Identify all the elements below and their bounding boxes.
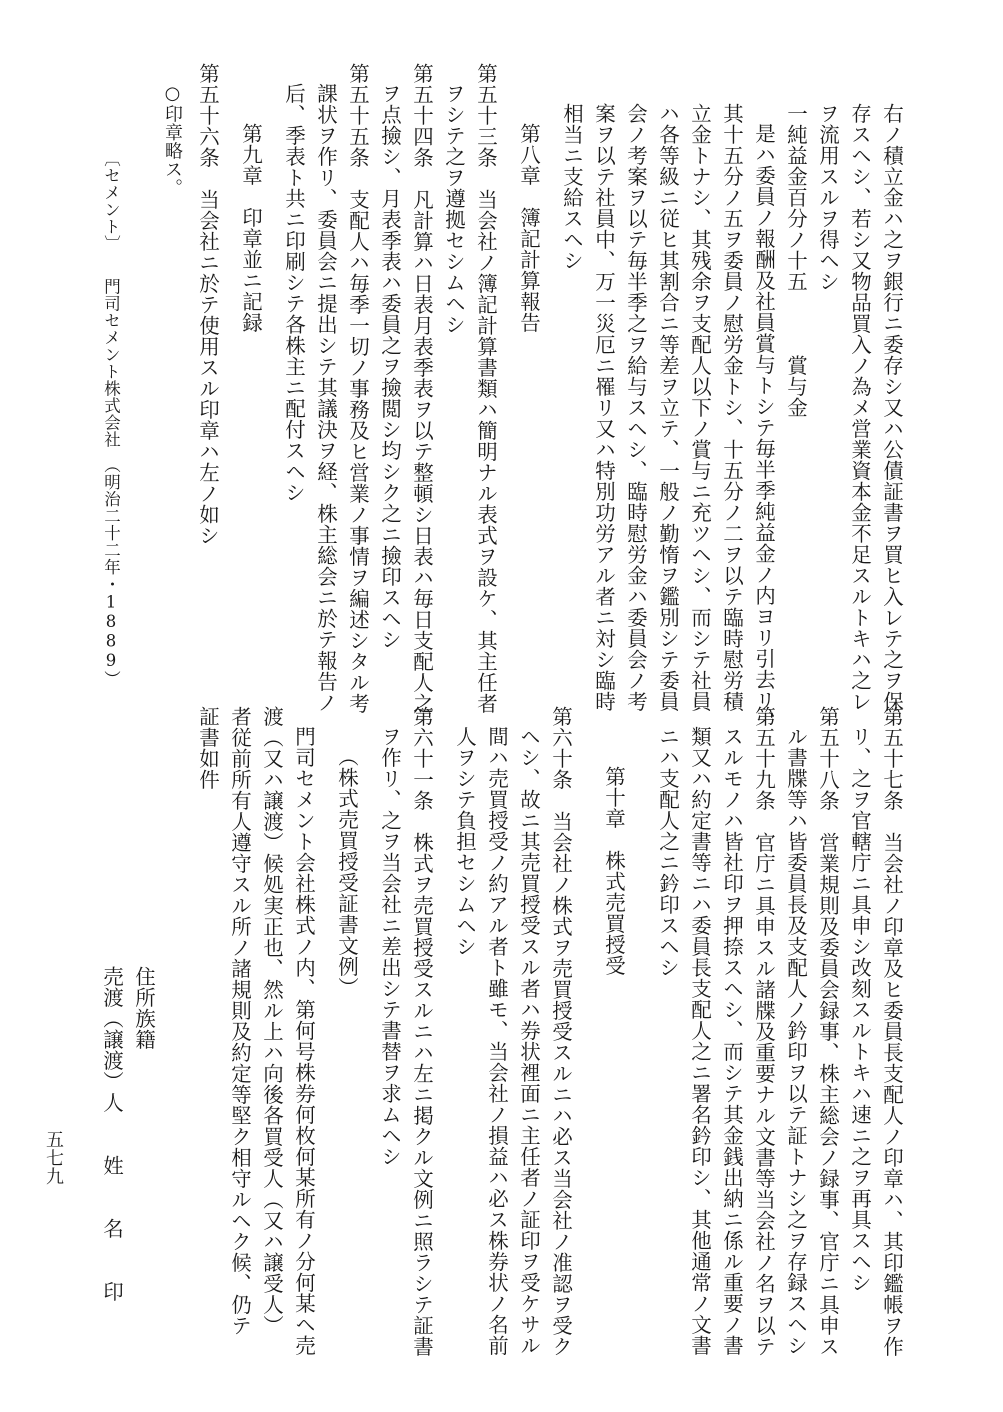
text-column: 間ハ売買授受ノ約アル者ト雖モ、当会社ノ損益ハ必ス株券状ノ名前	[484, 726, 509, 1356]
form-text: 証書如件	[195, 706, 220, 790]
text-column: ヘシ、故ニ其売買授受スル者ハ券状裡面ニ主任者ノ証印ヲ受ケサル	[516, 726, 541, 1356]
form-text: 渡（又ハ譲渡）候処実正也、然ル上ハ向後各買受人（又ハ譲受人）	[259, 706, 284, 1336]
form-title: （株式売買授受証書文例）	[334, 746, 359, 998]
article-heading: 第五十七条 当会社ノ印章及ヒ委員長支配人ノ印章ハ、其印鑑帳ヲ作	[879, 706, 904, 1357]
text-column: 后、季表ト共ニ印刷シテ各株主ニ配付スヘシ	[281, 83, 306, 503]
chapter-heading: 第九章 印章並ニ記録	[238, 123, 263, 333]
text-column: 立金トナシ、其残余ヲ支配人以下ノ賞与ニ充ツヘシ、而シテ社員	[687, 103, 712, 712]
chapter-heading: 第八章 簿記計算報告	[516, 123, 541, 333]
text-column: 右ノ積立金ハ之ヲ銀行ニ委存シ又ハ公債証書ヲ買ヒ入レテ之ヲ保	[879, 103, 904, 712]
text-column: ハ各等級ニ従ヒ其割合ニ等差ヲ立テ、一般ノ勤惰ヲ鑑別シテ委員	[655, 103, 680, 712]
article-heading: 第五十九条 官庁ニ具申スル諸牒及重要ナル文書等当会社ノ名ヲ以テ	[751, 706, 776, 1357]
text-column: リ、之ヲ官轄庁ニ具申シ改刻スルトキハ速ニ之ヲ再具スヘシ	[847, 726, 872, 1293]
text-column: 会ノ考案ヲ以テ毎半季之ヲ給与スヘシ、臨時慰労金ハ委員会ノ考	[623, 103, 648, 712]
source-footer: 〔セメント〕 門司セメント株式会社 （明治二十二年・1889）	[101, 150, 121, 688]
article-heading: 第五十四条 凡計算ハ日表月表季表ヲ以テ整頓シ日表ハ毎日支配人之	[409, 63, 434, 714]
form-field-address: 住所族籍	[131, 966, 156, 1050]
page-number: 五七九	[43, 1130, 64, 1186]
text-column: 一純益金百分ノ十五 賞与金	[783, 103, 808, 418]
article-heading: 第六十条 当会社ノ株式ヲ売買授受スルニハ必ス当会社ノ准認ヲ受ク	[548, 706, 573, 1357]
text-column: 相当ニ支給スヘシ	[559, 103, 584, 271]
article-heading: 第五十三条 当会社ノ簿記計算書類ハ簡明ナル表式ヲ設ケ、其主任者	[473, 63, 498, 714]
text-column: ヲ流用スルヲ得ヘシ	[815, 103, 840, 292]
text-column: ニハ支配人之ニ鈐印スヘシ	[655, 726, 680, 978]
form-text: 者従前所有人遵守スル所ノ諸規則及約定等堅ク相守ルヘク候、仍テ	[227, 706, 252, 1336]
omission-note: ○印章略ス。	[162, 83, 183, 197]
text-column: 存スヘシ、若シ又物品買入ノ為メ営業資本金不足スルトキハ之レ	[847, 103, 872, 712]
article-heading: 第五十八条 営業規則及委員会録事、株主総会ノ録事、官庁ニ具申ス	[815, 706, 840, 1357]
text-column: ヲシテ之ヲ遵拠セシムヘシ	[441, 83, 466, 335]
text-column: 案ヲ以テ社員中、万一災厄ニ罹リ又ハ特別功労アル者ニ対シ臨時	[591, 103, 616, 712]
text-column: ヲ点撿シ、月表季表ハ委員之ヲ撿閲シ均シク之ニ撿印スヘシ	[377, 83, 402, 650]
text-column: 類又ハ約定書等ニハ委員長支配人之ニ署名鈐印シ、其他通常ノ文書	[687, 726, 712, 1356]
text-column: スルモノハ皆社印ヲ押捺スヘシ、而シテ其金銭出納ニ係ル重要ノ書	[719, 726, 744, 1356]
chapter-heading: 第十章 株式売買授受	[601, 766, 626, 976]
text-column: ヲ作リ、之ヲ当会社ニ差出シテ書替ヲ求ムヘシ	[377, 726, 402, 1167]
text-column: 人ヲシテ負担セシムヘシ	[452, 726, 477, 957]
article-heading: 第五十五条 支配人ハ毎季一切ノ事務及ヒ営業ノ事情ヲ編述シタル考	[345, 63, 370, 714]
form-text: 門司セメント会社株式ノ内、第何号株券何枚何某所有ノ分何某ヘ売	[291, 726, 316, 1356]
form-field-seller: 売渡（譲渡）人 姓 名 印	[99, 966, 124, 1302]
text-column: 是ハ委員ノ報酬及社員賞与トシテ毎半季純益金ノ内ヨリ引去リ、	[751, 123, 776, 732]
text-column: 其十五分ノ五ヲ委員ノ慰労金トシ、十五分ノ二ヲ以テ臨時慰労積	[719, 103, 744, 712]
article-heading: 第六十一条 株式ヲ売買授受スルニハ左ニ掲クル文例ニ照ラシテ証書	[409, 706, 434, 1357]
text-column: 課状ヲ作リ、委員会ニ提出シテ其議決ヲ経、株主総会ニ於テ報告ノ	[313, 83, 338, 713]
text-column: ル書牒等ハ皆委員長及支配人ノ鈐印ヲ以テ証トナシ之ヲ存録スヘシ	[783, 726, 808, 1356]
article-heading: 第五十六条 当会社ニ於テ使用スル印章ハ左ノ如シ	[195, 63, 220, 546]
